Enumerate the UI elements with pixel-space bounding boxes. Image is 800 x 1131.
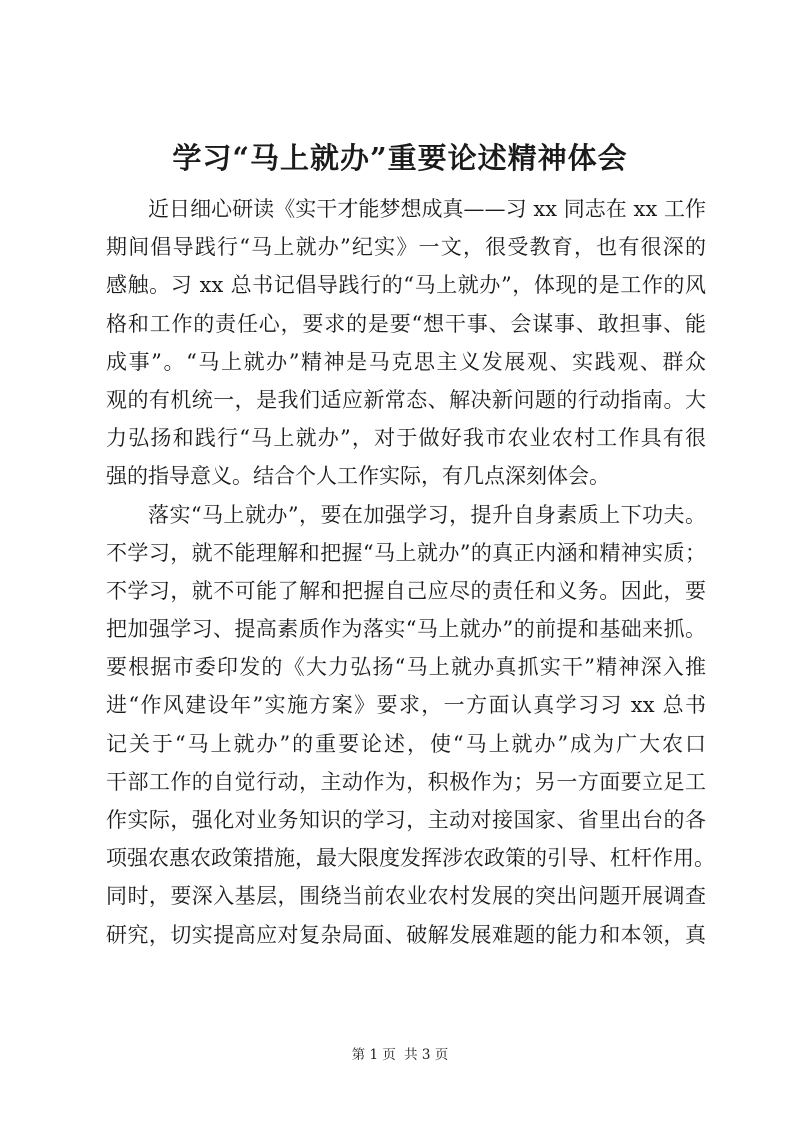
paragraph-2-line-2: 不学习，就不能理解和把握“马上就办”的真正内涵和精神实质；: [106, 540, 706, 565]
paragraph-2-line-7: 记关于“马上就办”的重要论述，使“马上就办”成为广大农口: [106, 731, 706, 756]
paragraph-1-line-2: 期间倡导践行“马上就办”纪实》一文，很受教育，也有很深的: [106, 235, 706, 260]
page-number: 第 1 页: [351, 1047, 396, 1063]
paragraph-2-line-6: 进“作风建设年”实施方案》要求，一方面认真学习习 xx 总书: [106, 693, 706, 718]
paragraph-2-line-11: 同时，要深入基层，围绕当前农业农村发展的突出问题开展调查: [106, 884, 706, 909]
paragraph-2-line-10: 项强农惠农政策措施，最大限度发挥涉农政策的引导、杠杆作用。: [106, 846, 715, 871]
paragraph-1-line-4: 格和工作的责任心，要求的是要“想干事、会谋事、敢担事、能: [106, 311, 706, 336]
paragraph-1-line-8: 强的指导意义。结合个人工作实际，有几点深刻体会。: [106, 464, 610, 489]
page-footer: [0, 1045, 800, 1065]
paragraph-1-line-7: 力弘扬和践行“马上就办”，对于做好我市农业农村工作具有很: [106, 426, 706, 451]
document-body: [106, 190, 715, 954]
paragraph-2-line-3: 不学习，就不可能了解和把握自己应尽的责任和义务。因此，要: [106, 578, 706, 603]
page-total: 共 3 页: [404, 1047, 449, 1063]
paragraph-2-line-9: 作实际，强化对业务知识的学习，主动对接国家、省里出台的各: [106, 808, 706, 832]
paragraph-1-line-3: 感触。习 xx 总书记倡导践行的“马上就办”，体现的是工作的风: [106, 273, 706, 298]
paragraph-2-line-5: 要根据市委印发的《大力弘扬“马上就办真抓实干”精神深入推: [106, 655, 706, 680]
paragraph-1-line-1: 近日细心研读《实干才能梦想成真——习 xx 同志在 xx 工作: [148, 197, 706, 221]
paragraph-2-line-8: 干部工作的自觉行动，主动作为，积极作为；另一方面要立足工: [106, 769, 706, 794]
paragraph-1-line-6: 观的有机统一，是我们适应新常态、解决新问题的行动指南。大: [106, 387, 706, 412]
paragraph-2-line-12: 研究，切实提高应对复杂局面、破解发展难题的能力和本领，真: [106, 922, 706, 947]
paragraph-1-line-5: 成事”。“马上就办”精神是马克思主义发展观、实践观、群众: [106, 349, 706, 374]
paragraph-2-line-4: 把加强学习、提高素质作为落实“马上就办”的前提和基础来抓。: [106, 617, 706, 642]
page-title: 学习“马上就办”重要论述精神体会: [172, 141, 628, 175]
paragraph-2-line-1: 落实“马上就办”，要在加强学习，提升自身素质上下功夫。: [148, 502, 706, 527]
